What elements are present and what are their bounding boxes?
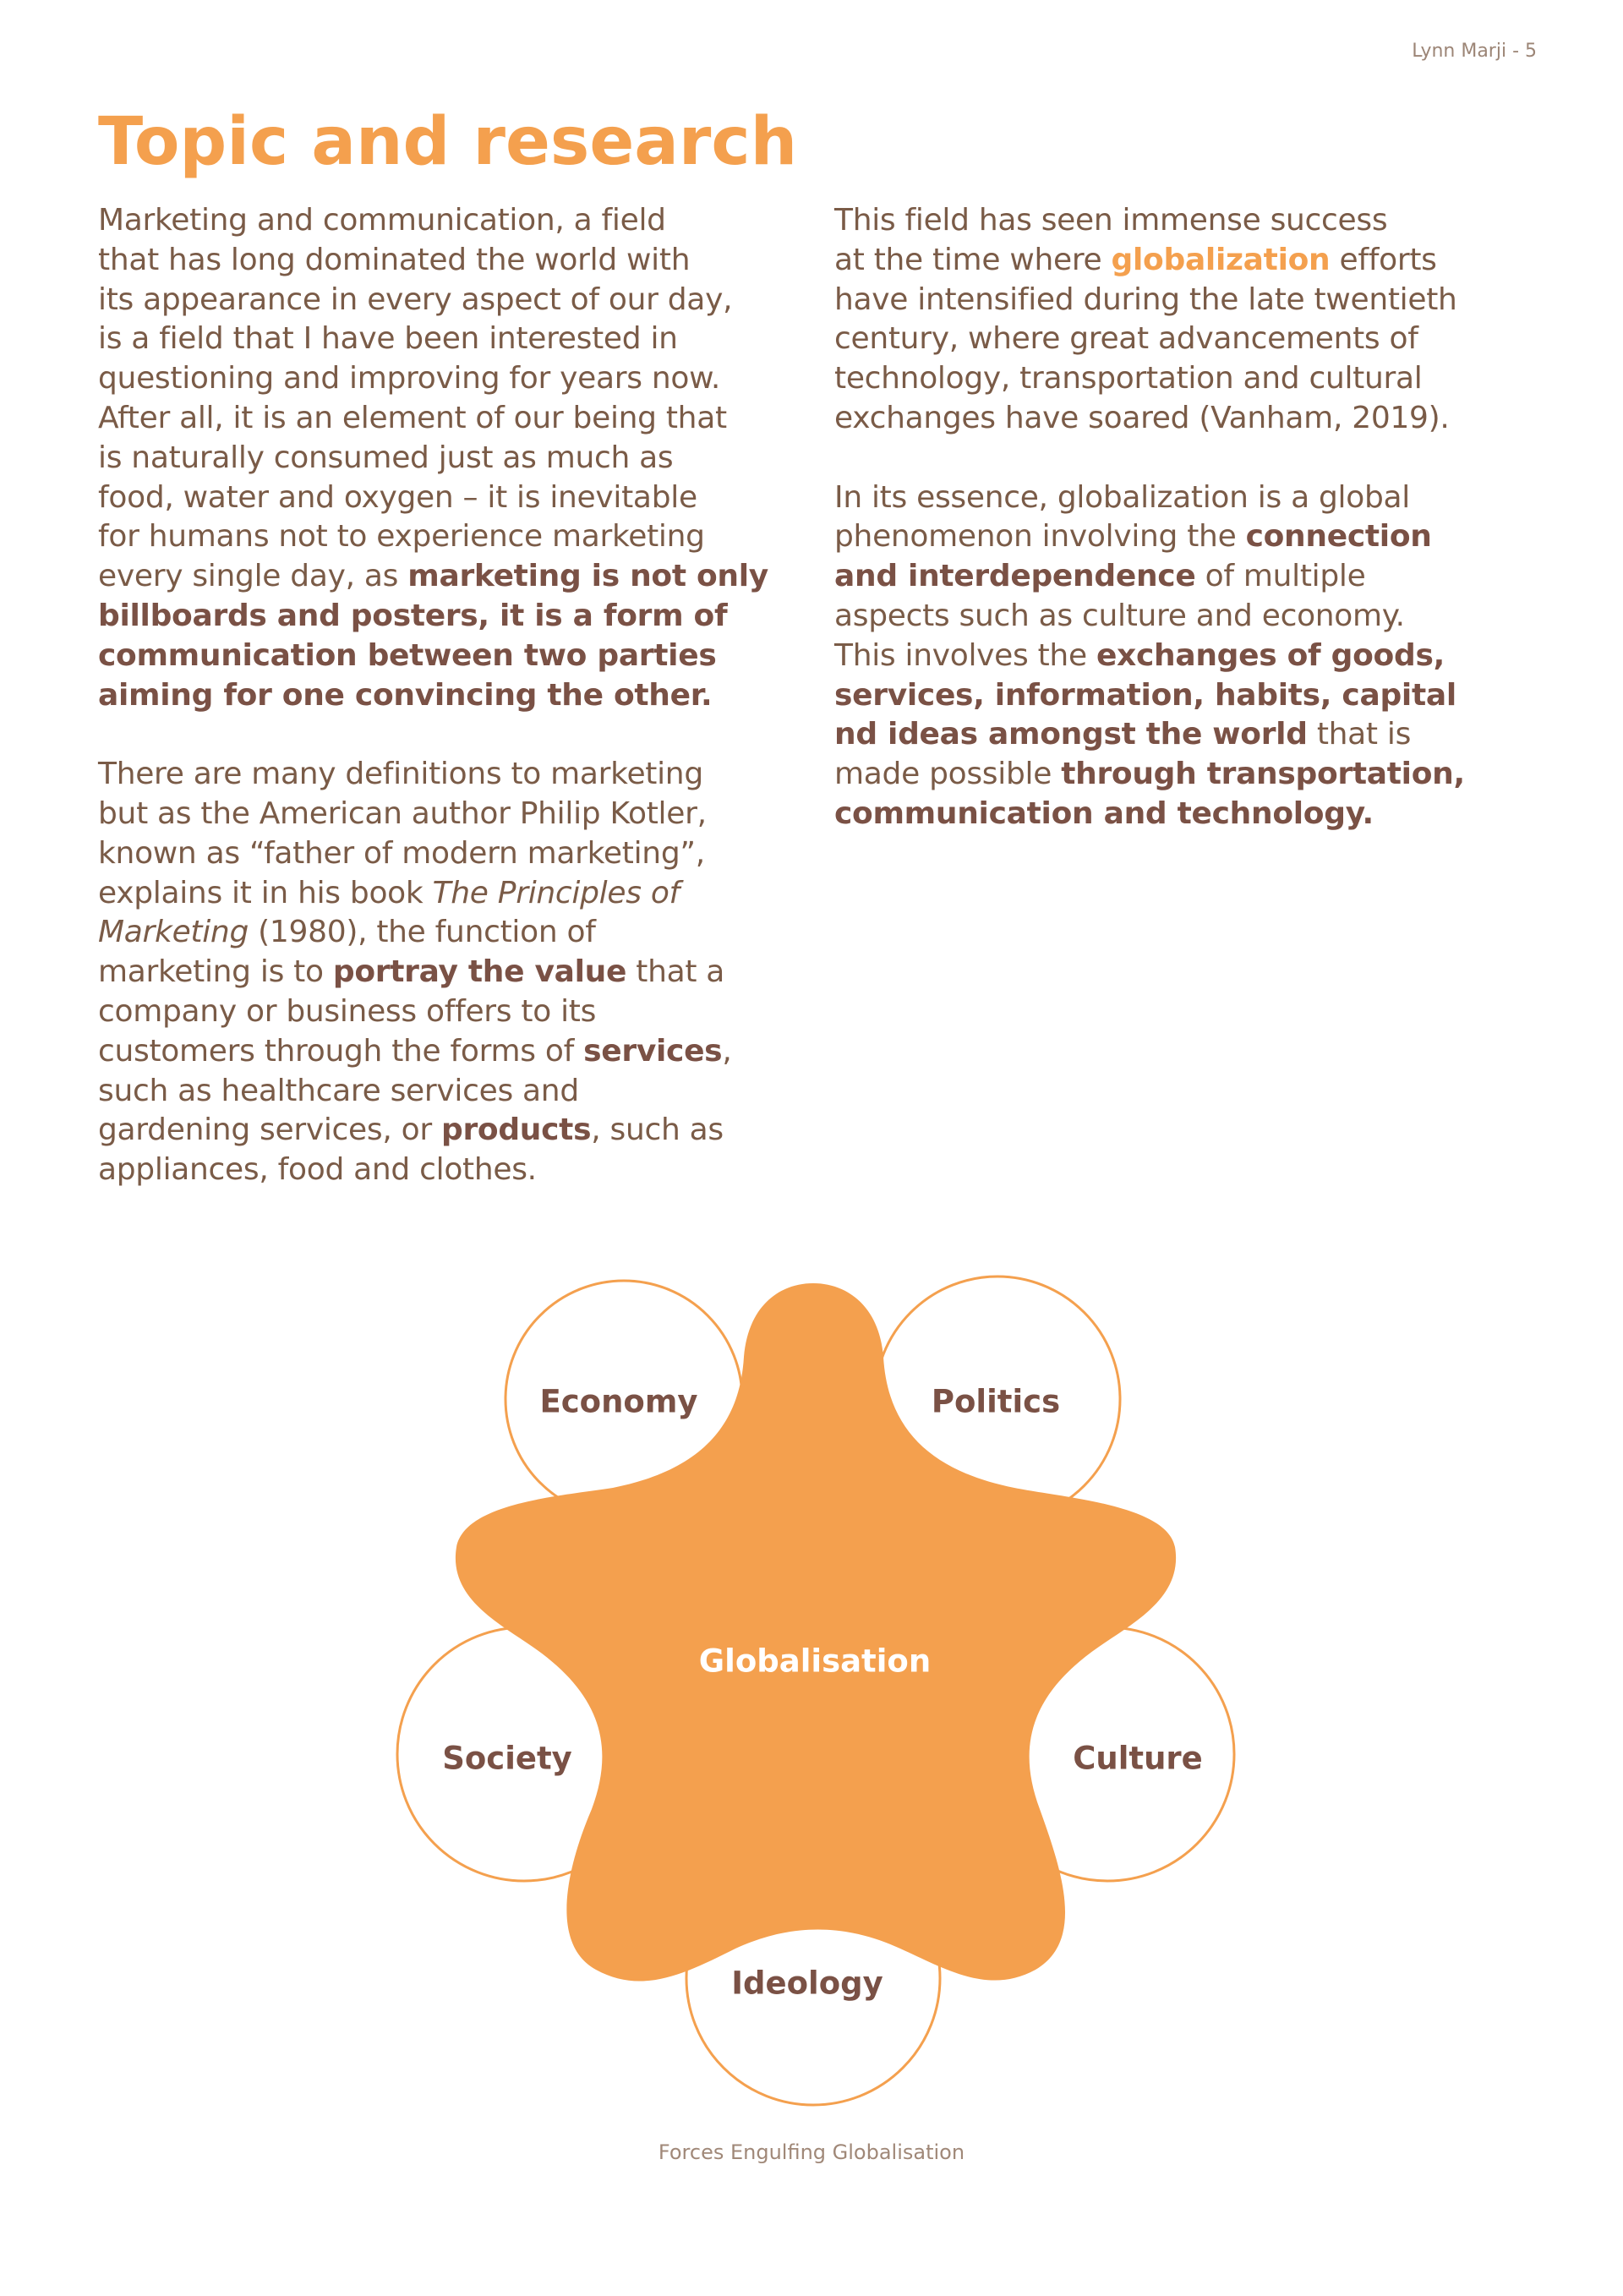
society-label: Society (442, 1740, 572, 1777)
text-run: (1980), the function of (249, 915, 596, 950)
text-line: food, water and oxygen – it is inevitable (98, 479, 697, 515)
text-run: , such as (591, 1112, 724, 1148)
text-run: gardening services, or (98, 1112, 441, 1148)
text-line: appliances, food and clothes. (98, 1152, 537, 1188)
bold-text-line: billboards and posters, it is a form of (98, 598, 728, 633)
bold-text-line: communication and technology. (834, 795, 1374, 831)
bold-text: marketing is not only (407, 559, 768, 594)
text-line: After all, it is an element of our being that (98, 400, 727, 435)
bold-text: nd ideas amongst the world (834, 717, 1308, 752)
text-run: that a (626, 954, 725, 990)
text-line: company or business offers to its (98, 993, 597, 1029)
text-run: made possible (834, 757, 1062, 792)
page-header-author-page: Lynn Marji - 5 (1412, 41, 1537, 62)
text-line: is a field that I have been interested in (98, 321, 678, 357)
bold-text-line: services, information, habits, capital (834, 677, 1456, 713)
text-run: customers through the forms of (98, 1033, 584, 1069)
text-run: that is (1307, 717, 1412, 752)
text-line: In its essence, globalization is a global (834, 479, 1410, 515)
text-line: century, where great advancements of (834, 321, 1418, 357)
text-line: its appearance in every aspect of our day, (98, 282, 733, 317)
text-run: of multiple (1195, 559, 1366, 594)
text-line: questioning and improving for years now. (98, 361, 721, 396)
bold-text: connection (1245, 519, 1432, 555)
bold-text-line: communication between two parties (98, 637, 717, 673)
text-line: This field has seen immense success (834, 203, 1388, 238)
text-run: This involves the (834, 637, 1096, 673)
text-run: every single day, as (98, 559, 408, 594)
bold-text: exchanges of goods, (1096, 637, 1445, 673)
bold-text: and interdependence (834, 559, 1196, 594)
book-title: Marketing (98, 915, 249, 950)
text-run: at the time where (834, 242, 1112, 277)
text-run: phenomenon involving the (834, 519, 1246, 555)
text-line: have intensified during the late twentieth (834, 282, 1457, 317)
text-run: efforts (1330, 242, 1437, 277)
text-line: aspects such as culture and economy. (834, 598, 1405, 633)
economy-label: Economy (539, 1383, 698, 1420)
text-run: , (722, 1033, 732, 1069)
text-line: that has long dominated the world with (98, 242, 691, 277)
bold-text-line: aiming for one convincing the other. (98, 677, 713, 713)
text-run: explains it in his book (98, 875, 433, 910)
text-line: known as “father of modern marketing”, (98, 835, 705, 871)
politics-label: Politics (931, 1383, 1061, 1420)
ideology-label: Ideology (731, 1965, 883, 2002)
book-title: The Principles of (432, 875, 680, 910)
text-line: is naturally consumed just as much as (98, 440, 674, 475)
text-line: for humans not to experience marketing (98, 519, 705, 555)
text-line: technology, transportation and cultural (834, 361, 1423, 396)
culture-label: Culture (1073, 1740, 1203, 1777)
text-line: exchanges have soared (Vanham, 2019). (834, 400, 1450, 435)
bold-text: portray the value (332, 954, 627, 990)
bold-text: products (440, 1112, 592, 1148)
text-line: but as the American author Philip Kotler, (98, 795, 707, 831)
text-run: marketing is to (98, 954, 333, 990)
text-line: There are many definitions to marketing (98, 757, 703, 792)
globalisation-label: Globalisation (698, 1643, 932, 1680)
highlight-text: globalization (1111, 242, 1331, 277)
page-title: Topic and research (98, 104, 798, 180)
text-line: such as healthcare services and (98, 1073, 579, 1108)
diagram-caption: Forces Engulfing Globalisation (658, 2140, 965, 2164)
bold-text: through transportation, (1061, 757, 1465, 792)
text-line: Marketing and communication, a field (98, 203, 666, 238)
bold-text: services (583, 1033, 723, 1069)
